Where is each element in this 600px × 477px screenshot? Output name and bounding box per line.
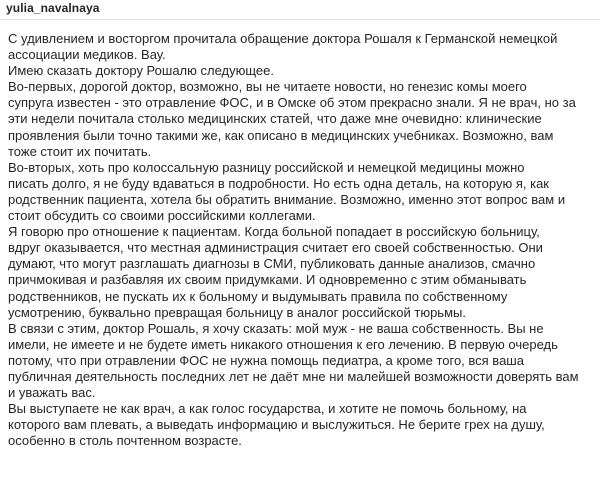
text-line: С удивлением и восторгом прочитала обращение доктора Рошаля к Германской немецкой [8, 31, 558, 46]
paragraph-7 [8, 401, 600, 449]
text-line: родственников, не пускать их к больному и выдумывать правила по собственному [8, 288, 508, 304]
username-link[interactable]: yulia_navalnaya [6, 1, 100, 15]
text-line: писать долго, я не буду вдаваться в подробности. Но есть одна деталь, на которую я, как [8, 175, 549, 191]
paragraph-6 [8, 321, 600, 401]
paragraph-1 [8, 31, 600, 63]
text-line: причмокивая и разбавляя их своим придумками. И одновременно с этим обманывать [8, 272, 527, 288]
text-line: стоит обсудить со своими российскими коллегами. [8, 208, 316, 224]
text-line: Я говорю про отношение к пациентам. Когда больной попадает в российскую больницу, [8, 224, 540, 240]
text-line: супруга известен - это отравление ФОС, и в Омске об этом прекрасно знали. Я не врач, но за [8, 95, 576, 111]
text-line: эти недели почитала столько медицинских статей, что даже мне очевидно: клинические [8, 111, 542, 127]
paragraph-4 [8, 160, 600, 224]
text-line: думают, что могут разглашать диагнозы в СМИ, публиковать данные анализов, смачно [8, 256, 536, 272]
text-line: имели, не имеете и не будете иметь никакого отношения к его лечению. В первую очередь [8, 336, 558, 352]
text-line: родственник пациента, хотела бы обратить внимание. Возможно, именно этот вопрос вам и [8, 191, 566, 207]
text-line: Имею сказать доктору Рошалю следующее. [8, 63, 274, 79]
text-line: вдруг оказывается, что местная администрация считает его своей собственностью. Они [8, 240, 543, 256]
text-line: особенно в столь почтенном возрасте. [8, 433, 242, 449]
text-line: и уважать вас. [8, 385, 96, 401]
paragraph-3 [8, 79, 600, 159]
text-line: Во-вторых, хоть про колоссальную разницу российской и немецкой медицины можно [8, 159, 525, 175]
paragraph-2 [8, 63, 600, 79]
text-line: потому, что при отравлении ФОС не нужна помощь педиатра, а кроме того, вся ваша [8, 352, 524, 368]
post-text [8, 31, 600, 449]
paragraph-5 [8, 224, 600, 321]
text-line: Вы выступаете не как врач, а как голос государства, и хотите не помочь больному, на [8, 401, 527, 417]
text-line: ассоциации медиков. Вау. [8, 47, 166, 63]
text-line: усмотрению, буквально превращая больницу в аналог российской тюрьмы. [8, 304, 466, 320]
text-line: проявления были точно такими же, как описано в медицинских учебниках. Возможно, вам [8, 127, 554, 143]
post-header [0, 0, 600, 20]
text-line: которого вам плевать, а выведать информацию и выслужиться. Не берите грех на душу, [8, 417, 545, 433]
text-line: Во-первых, дорогой доктор, возможно, вы не читаете новости, но генезис комы моего [8, 79, 527, 95]
text-line: публичная деятельность последних лет не даёт мне ни малейшей возможности доверять вам [8, 368, 579, 384]
text-line: тоже стоит их почитать. [8, 143, 152, 159]
text-line: В связи с этим, доктор Рошаль, я хочу сказать: мой муж - не ваша собственность. Вы не [8, 320, 544, 336]
